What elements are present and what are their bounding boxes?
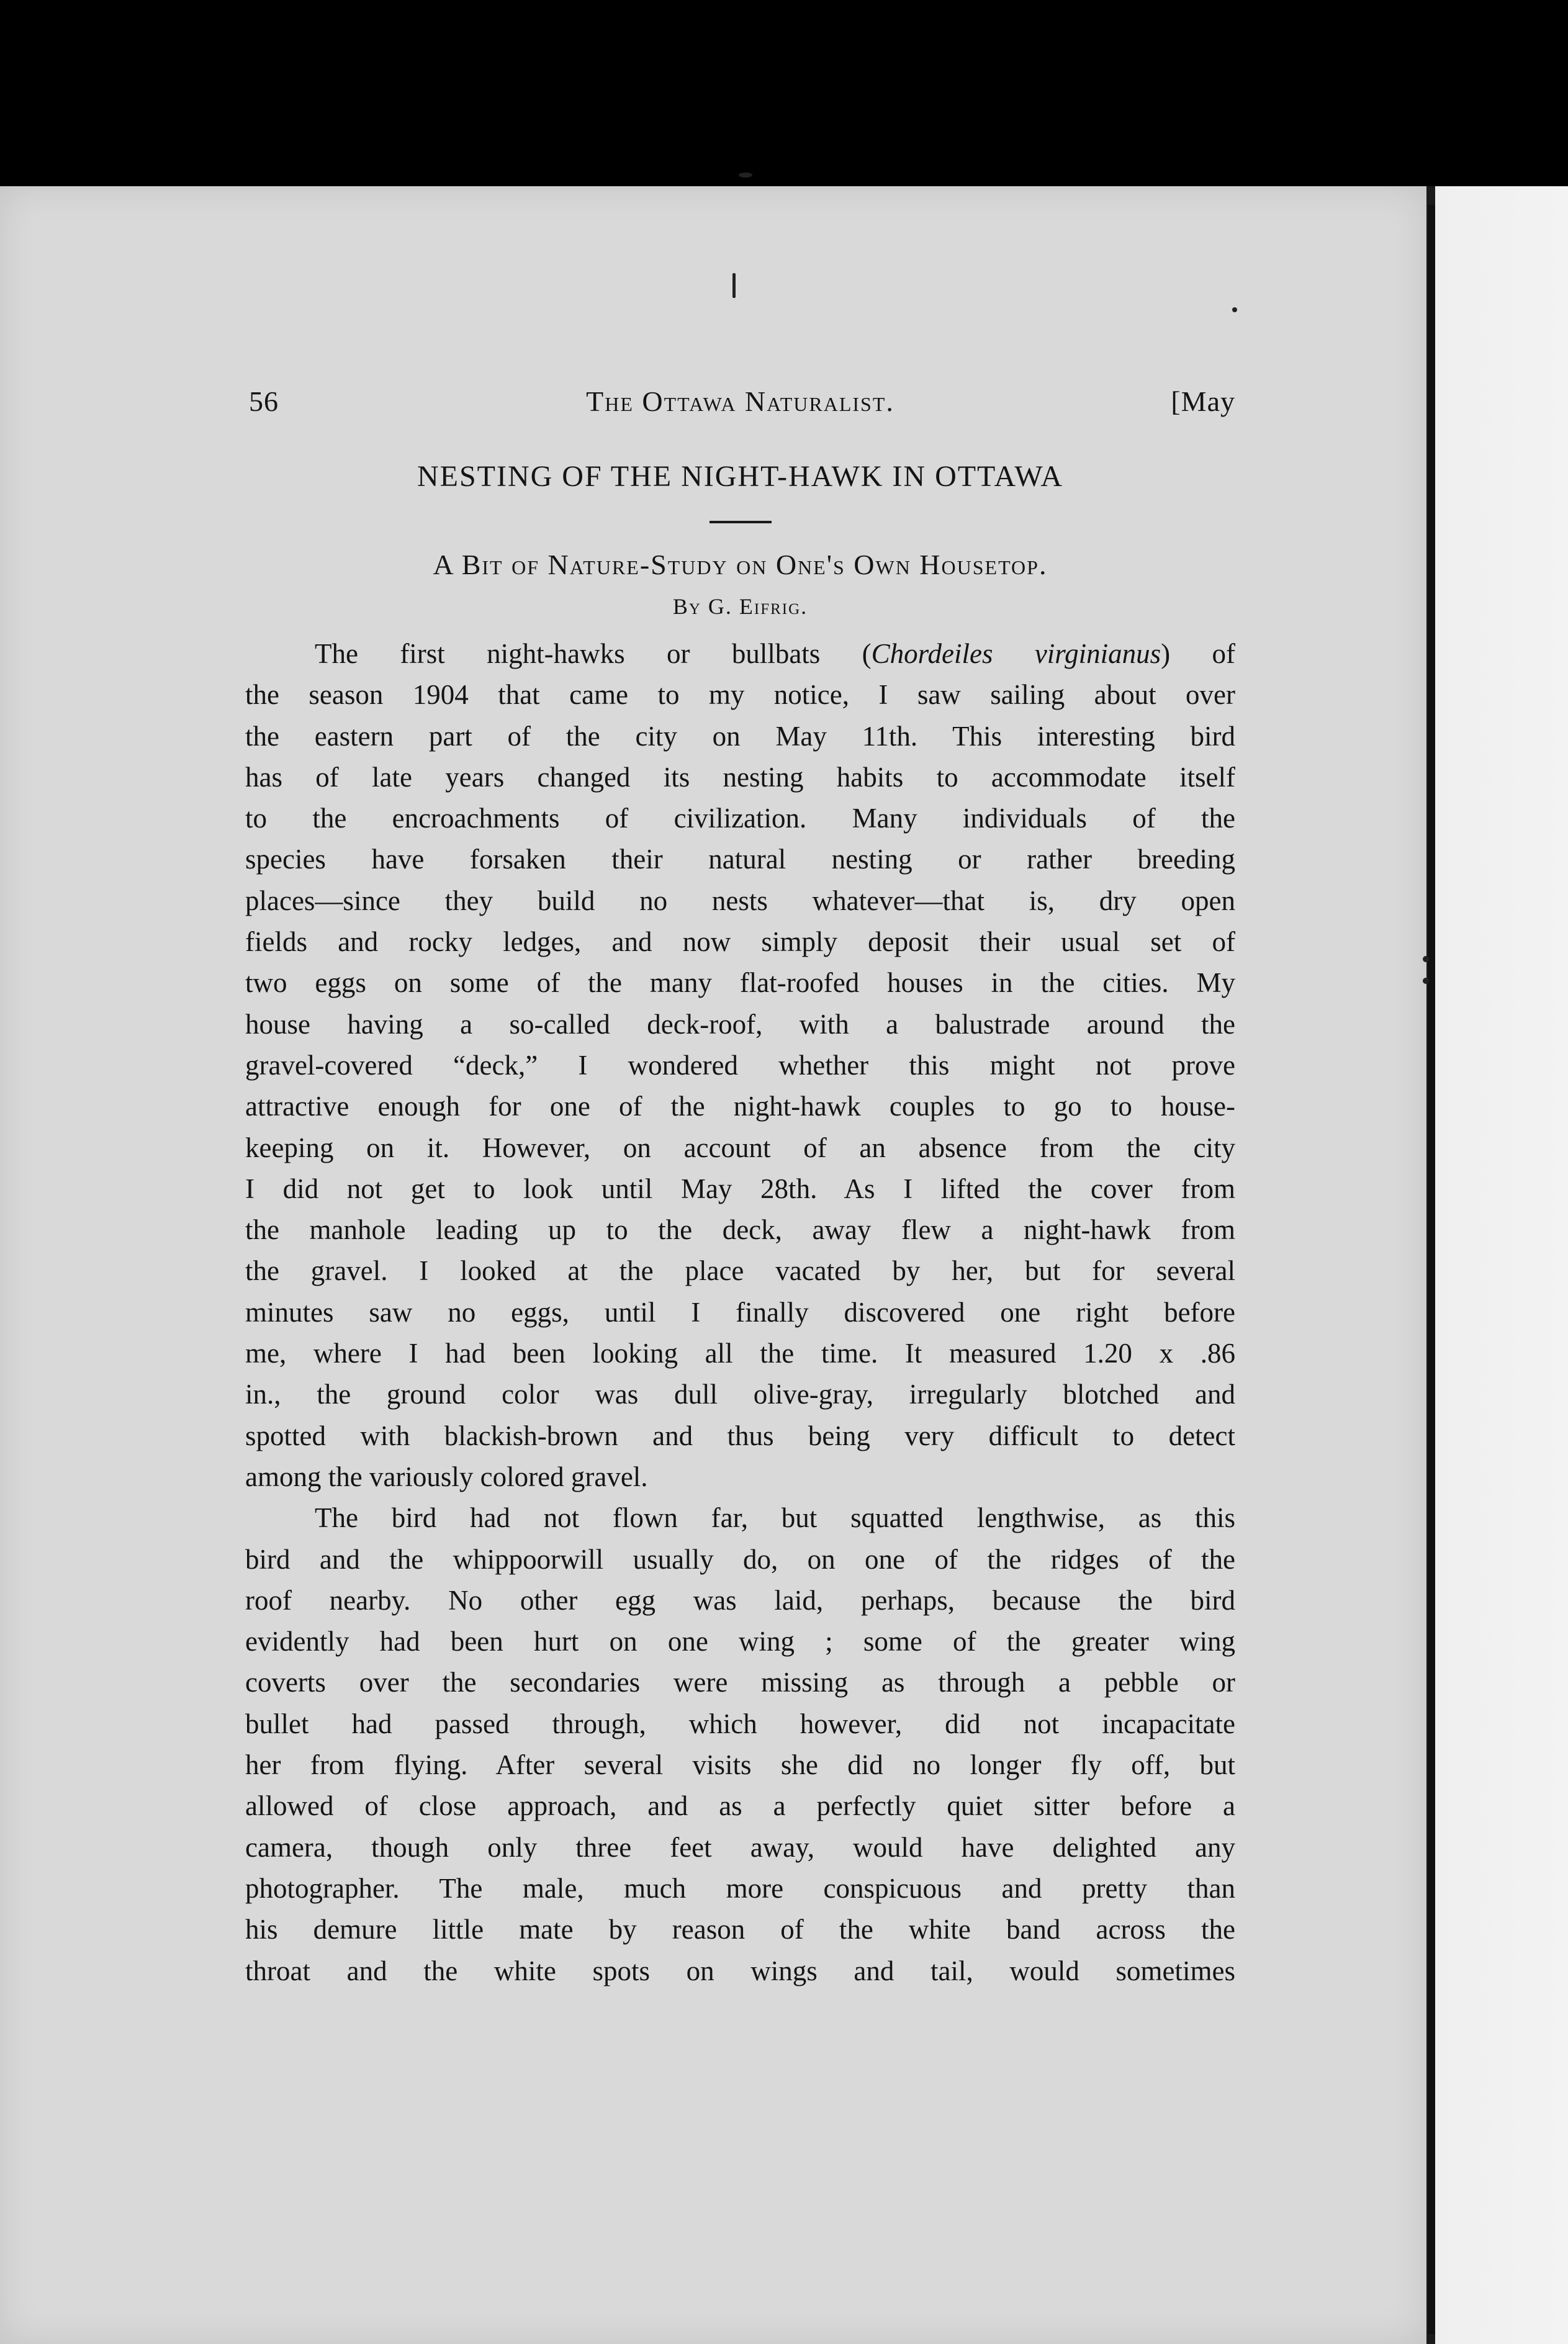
text-line: among the variously colored gravel. <box>245 1461 648 1492</box>
page-content <box>245 385 1235 1991</box>
text-line: camera, though only three feet away, would have delighted any <box>245 1831 1235 1863</box>
text-line: in., the ground color was dull olive-gray, irregularly blotched and <box>245 1379 1235 1410</box>
text-line: The bird had not flown far, but squatted lengthwise, as this <box>315 1502 1235 1534</box>
text-line: the season 1904 that came to my notice, I saw sailing about over <box>245 679 1235 711</box>
text-line: her from flying. After several visits she did no longer fly off, but <box>245 1749 1235 1781</box>
scientific-name: Chordeiles virginianus <box>871 638 1161 669</box>
text-line: has of late years changed its nesting habits to accommodate itself <box>245 761 1235 793</box>
text-line: places—since they build no nests whatever—that is, dry open <box>245 885 1235 916</box>
scan-speck <box>1423 978 1429 984</box>
text-line: allowed of close approach, and as a perfectly quiet sitter before a <box>245 1790 1235 1822</box>
text-line: to the encroachments of civilization. Many individuals of the <box>245 803 1235 834</box>
running-header <box>245 385 1235 428</box>
text-line: attractive enough for one of the night-hawk couples to go to house- <box>245 1091 1235 1122</box>
title-rule <box>710 521 772 523</box>
text-line: evidently had been hurt on one wing ; some of the greater wing <box>245 1626 1235 1657</box>
text-line: the gravel. I looked at the place vacated by her, but for several <box>245 1255 1235 1287</box>
text-line: his demure little mate by reason of the white band across the <box>245 1914 1235 1945</box>
text-line: keeping on it. However, on account of an absence from the city <box>245 1132 1235 1163</box>
binding-shadow <box>1428 205 1435 2334</box>
page-edge-margin <box>1426 186 1568 2344</box>
text-line: spotted with blackish-brown and thus being very difficult to detect <box>245 1420 1235 1451</box>
paragraph-1 <box>245 633 1235 1497</box>
issue-month: [May <box>1171 385 1235 417</box>
text-line: the eastern part of the city on May 11th. This interesting bird <box>245 720 1235 752</box>
article-subtitle: A Bit of Nature-Study on One's Own Housetop. <box>433 549 1048 580</box>
page-number: 56 <box>249 385 279 417</box>
article-byline: By G. Eifrig. <box>672 594 808 619</box>
text-line: gravel-covered “deck,” I wondered whether this might not prove <box>245 1049 1235 1081</box>
journal-title: The Ottawa Naturalist. <box>586 385 894 417</box>
text-line: species have forsaken their natural nesting or rather breeding <box>245 844 1235 875</box>
text-line: the manhole leading up to the deck, away flew a night-hawk from <box>245 1214 1235 1246</box>
text-line: I did not get to look until May 28th. As I lifted the cover from <box>245 1173 1235 1204</box>
scan-speck <box>1423 956 1429 962</box>
article-title: NESTING OF THE NIGHT-HAWK IN OTTAWA <box>417 460 1063 493</box>
text-line: bird and the whippoorwill usually do, on one of the ridges of the <box>245 1543 1235 1575</box>
text-line: bullet had passed through, which however, did not incapacitate <box>245 1708 1235 1739</box>
scan-speck <box>739 173 752 178</box>
text-line: house having a so-called deck-roof, with a balustrade around the <box>245 1008 1235 1040</box>
text-line: throat and the white spots on wings and tail, would sometimes <box>245 1955 1235 1986</box>
text-line: roof nearby. No other egg was laid, perhaps, because the bird <box>245 1584 1235 1616</box>
text-line: coverts over the secondaries were missing as through a pebble or <box>245 1667 1235 1698</box>
text-line: me, where I had been looking all the time. It measured 1.20 x .86 <box>245 1338 1235 1369</box>
scan-speck <box>732 273 736 298</box>
scan-speck <box>1232 307 1237 312</box>
text-line: minutes saw no eggs, until I finally discovered one right before <box>245 1296 1235 1328</box>
text-line: fields and rocky ledges, and now simply deposit their usual set of <box>245 926 1235 958</box>
article-body <box>245 633 1235 1991</box>
text-line: two eggs on some of the many flat-roofed houses in the cities. My <box>245 967 1235 999</box>
text-line: photographer. The male, much more conspicuous and pretty than <box>245 1872 1235 1904</box>
paragraph-2 <box>245 1497 1235 1991</box>
text-line: The first night-hawks or bullbats (Chordeiles virginianus) of <box>315 638 1235 669</box>
